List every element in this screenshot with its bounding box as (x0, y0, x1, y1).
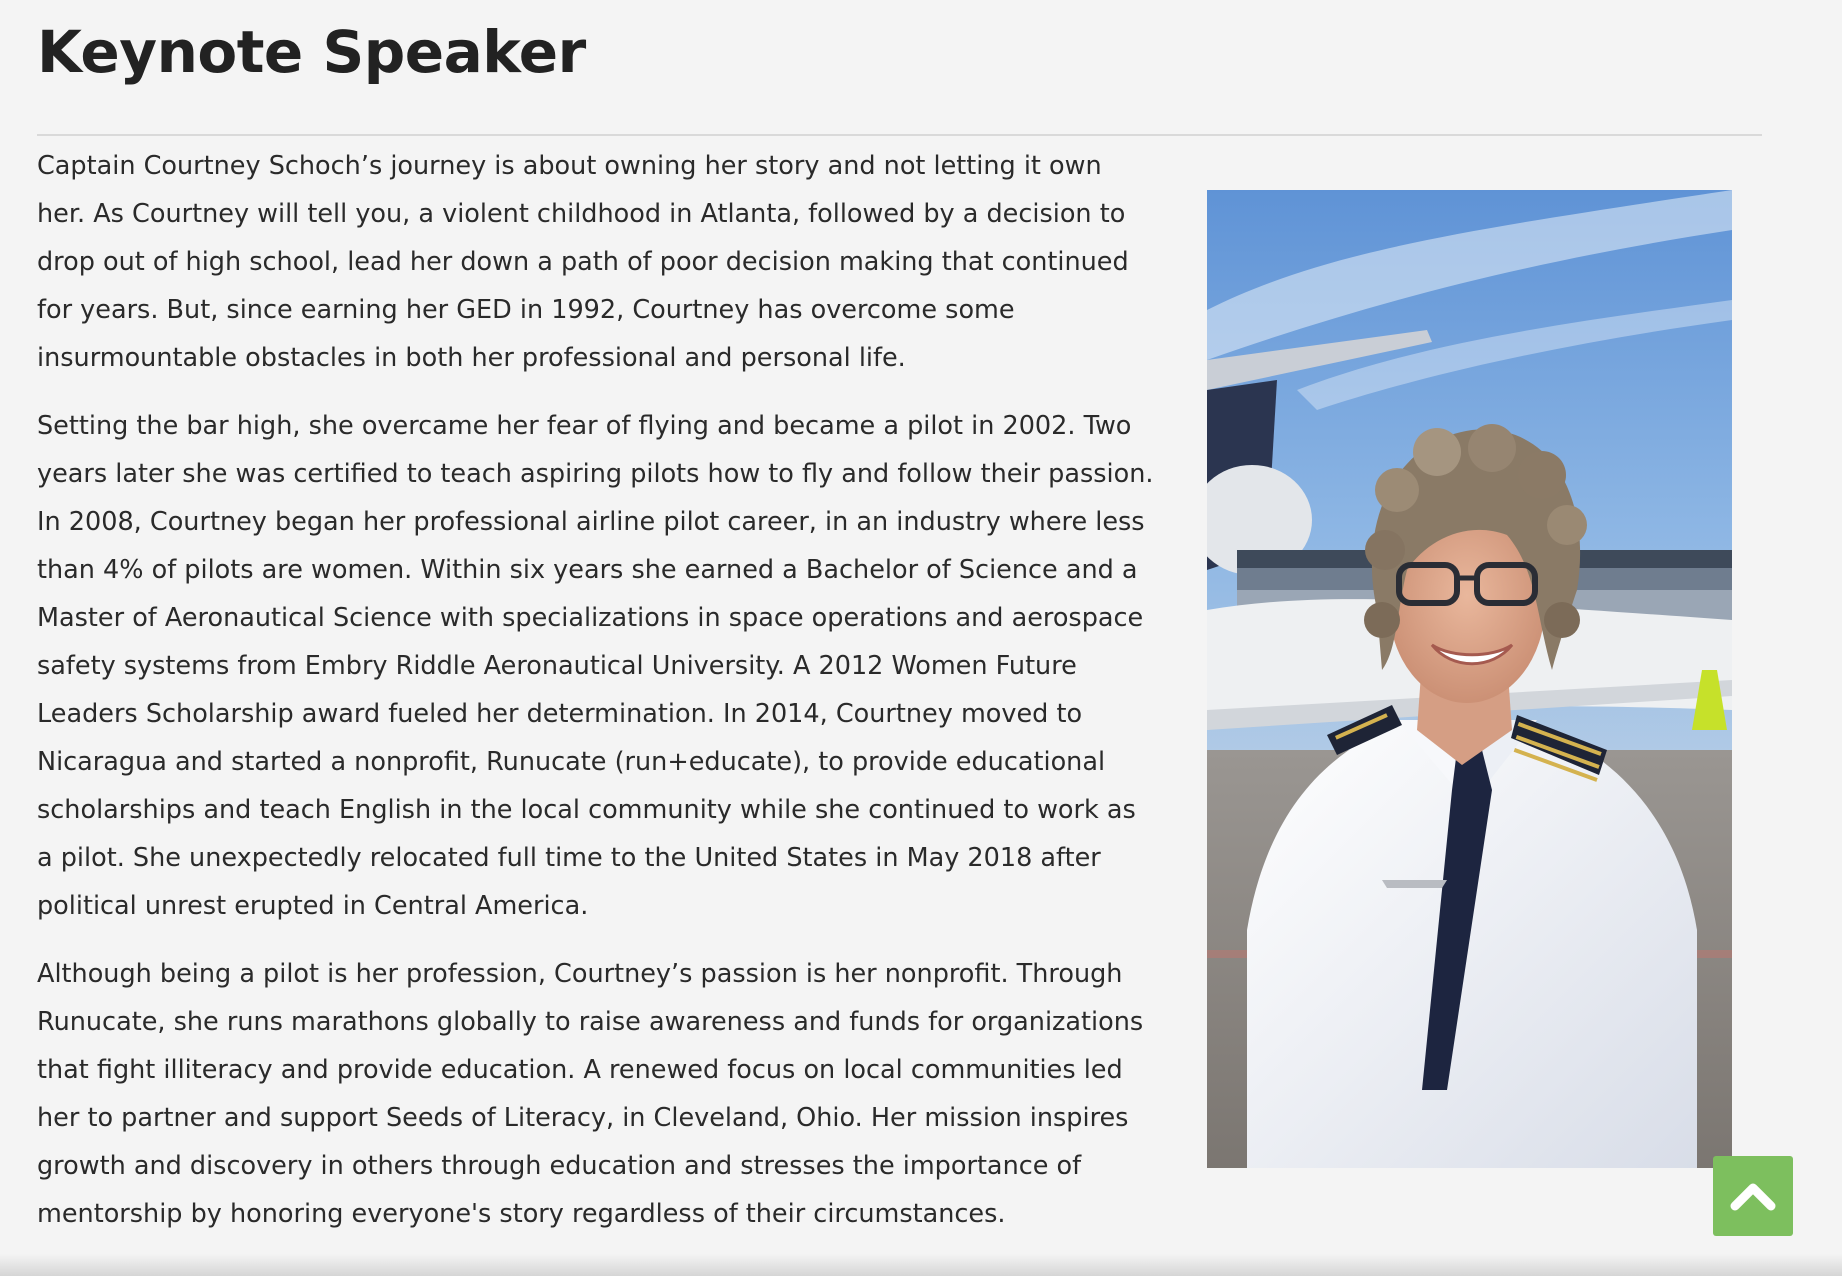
bio-paragraph-1: Captain Courtney Schoch’s journey is about owning her story and not letting it own her. As Courtney will tell you, a violent childhood in Atlanta, followed by a decision to drop out of high school, lead her down a path of poor decision making that continued for years. But, since earning her GED in 1992, Courtney has overcome some insurmountable obstacles in both her professional and personal life. (37, 151, 1129, 373)
bio-paragraph-3: Although being a pilot is her profession, Courtney’s passion is her nonprofit. Through Runucate, she runs marathons globally to raise awareness and funds for organizations that fight illiteracy and provide education. A renewed focus on local communities led her to partner and support Seeds of Literacy, in Cleveland, Ohio. Her mission inspires growth and discovery in others through education and stresses the importance of mentorship by honoring everyone's story regardless of their circumstances. (37, 959, 1144, 1229)
chevron-up-icon (1729, 1172, 1777, 1220)
scroll-to-top-button[interactable] (1713, 1156, 1793, 1236)
bio-content (37, 142, 1157, 1258)
bio-paragraph-2: Setting the bar high, she overcame her fear of flying and became a pilot in 2002. Two years later she was certified to teach aspiring pilots how to fly and follow their passion. In 2008, Courtney began her professional airline pilot career, in an industry where less than 4% of pilots are women. Within six years she earned a Bachelor of Science and a Master of Aeronautical Science with specializations in space operations and aerospace safety systems from Embry Riddle Aeronautical University. A 2012 Women Future Leaders Scholarship award fueled her determination. In 2014, Courtney moved to Nicaragua and started a nonprofit, Runucate (run+educate), to provide educational scholarships and teach English in the local community while she continued to work as a pilot. She unexpectedly relocated full time to the United States in May 2018 after political unrest erupted in Central America. (37, 411, 1154, 921)
speaker-photo (1207, 190, 1732, 1168)
title-divider (37, 134, 1762, 136)
page-title: Keynote Speaker (37, 18, 586, 86)
